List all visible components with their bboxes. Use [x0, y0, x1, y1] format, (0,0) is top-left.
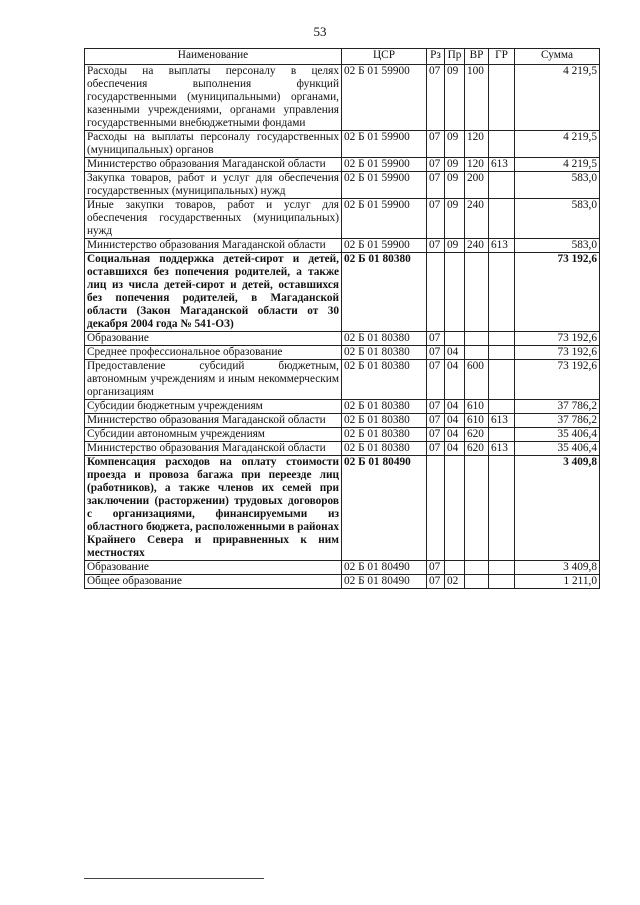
cell-name: Предоставление субсидий бюджетным, автономным учреждениям и иным некоммерческим организациям [85, 360, 342, 400]
cell-rz: 07 [427, 442, 445, 456]
table-row [85, 239, 600, 253]
cell-csr: 02 Б 01 59900 [342, 131, 427, 158]
cell-vr: 120 [465, 131, 489, 158]
cell-csr: 02 Б 01 59900 [342, 239, 427, 253]
cell-vr [465, 253, 489, 332]
header-name: Наименование [85, 49, 342, 65]
table-row [85, 65, 600, 131]
cell-gr [489, 172, 515, 199]
cell-rz: 07 [427, 400, 445, 414]
cell-csr: 02 Б 01 80380 [342, 428, 427, 442]
budget-table [84, 48, 600, 589]
cell-vr [465, 575, 489, 589]
cell-sum: 583,0 [515, 239, 600, 253]
cell-vr: 240 [465, 239, 489, 253]
table-header-row [85, 49, 600, 65]
cell-pr: 04 [445, 428, 465, 442]
table-row [85, 172, 600, 199]
table-row [85, 400, 600, 414]
cell-sum: 583,0 [515, 199, 600, 239]
cell-pr [445, 561, 465, 575]
cell-vr: 120 [465, 158, 489, 172]
cell-rz: 07 [427, 199, 445, 239]
cell-pr: 04 [445, 346, 465, 360]
cell-pr: 04 [445, 400, 465, 414]
cell-gr [489, 253, 515, 332]
cell-sum: 37 786,2 [515, 400, 600, 414]
cell-csr: 02 Б 01 80490 [342, 456, 427, 561]
cell-pr: 09 [445, 172, 465, 199]
cell-vr: 600 [465, 360, 489, 400]
cell-pr [445, 332, 465, 346]
cell-sum: 37 786,2 [515, 414, 600, 428]
cell-vr [465, 346, 489, 360]
cell-csr: 02 Б 01 59900 [342, 172, 427, 199]
cell-gr: 613 [489, 158, 515, 172]
cell-gr [489, 199, 515, 239]
cell-csr: 02 Б 01 80380 [342, 346, 427, 360]
cell-sum: 3 409,8 [515, 456, 600, 561]
cell-sum: 35 406,4 [515, 428, 600, 442]
cell-name: Субсидии автономным учреждениям [85, 428, 342, 442]
header-sum: Сумма [515, 49, 600, 65]
cell-name: Компенсация расходов на оплату стоимости проезда и провоза багажа при переезде лиц (работников), а также членов их семей при заключении (расторжении) трудовых договоров с организациями, финансируемыми из областного бюджета, расположенными в районах Крайнего Севера и приравненных к ним местностях [85, 456, 342, 561]
cell-name: Образование [85, 332, 342, 346]
cell-name: Социальная поддержка детей-сирот и детей, оставшихся без попечения родителей, а также лиц из числа детей-сирот и детей, оставшихся без попечения родителей, в Магаданской области (Закон Магаданской области от 30 декабря 2004 года № 541-ОЗ) [85, 253, 342, 332]
page-number: 53 [313, 24, 327, 39]
cell-rz: 07 [427, 561, 445, 575]
cell-sum: 4 219,5 [515, 131, 600, 158]
table-body [85, 65, 600, 589]
cell-csr: 02 Б 01 80380 [342, 332, 427, 346]
table-row [85, 199, 600, 239]
cell-gr [489, 65, 515, 131]
table-row [85, 414, 600, 428]
cell-gr [489, 400, 515, 414]
cell-rz: 07 [427, 239, 445, 253]
cell-rz: 07 [427, 131, 445, 158]
cell-gr: 613 [489, 414, 515, 428]
cell-pr: 09 [445, 199, 465, 239]
cell-gr [489, 131, 515, 158]
table-row [85, 360, 600, 400]
cell-csr: 02 Б 01 80380 [342, 442, 427, 456]
cell-csr: 02 Б 01 59900 [342, 158, 427, 172]
cell-csr: 02 Б 01 80490 [342, 575, 427, 589]
cell-sum: 73 192,6 [515, 360, 600, 400]
cell-sum: 4 219,5 [515, 65, 600, 131]
header-rz: Рз [427, 49, 445, 65]
cell-vr: 620 [465, 442, 489, 456]
cell-gr [489, 332, 515, 346]
cell-sum: 583,0 [515, 172, 600, 199]
cell-pr: 09 [445, 158, 465, 172]
cell-sum: 35 406,4 [515, 442, 600, 456]
header-vr: ВР [465, 49, 489, 65]
cell-sum: 1 211,0 [515, 575, 600, 589]
cell-sum: 73 192,6 [515, 253, 600, 332]
cell-name: Иные закупки товаров, работ и услуг для обеспечения государственных (муниципальных) нужд [85, 199, 342, 239]
footer-rule [84, 878, 264, 879]
cell-gr [489, 575, 515, 589]
table-row [85, 456, 600, 561]
cell-rz: 07 [427, 414, 445, 428]
table-row [85, 346, 600, 360]
cell-name: Общее образование [85, 575, 342, 589]
cell-vr [465, 456, 489, 561]
cell-csr: 02 Б 01 59900 [342, 199, 427, 239]
cell-csr: 02 Б 01 59900 [342, 65, 427, 131]
header-gr: ГР [489, 49, 515, 65]
cell-vr: 610 [465, 414, 489, 428]
cell-rz: 07 [427, 65, 445, 131]
cell-pr [445, 253, 465, 332]
cell-pr: 09 [445, 65, 465, 131]
cell-csr: 02 Б 01 80490 [342, 561, 427, 575]
cell-rz: 07 [427, 428, 445, 442]
cell-rz: 07 [427, 172, 445, 199]
cell-pr: 09 [445, 131, 465, 158]
cell-vr: 620 [465, 428, 489, 442]
cell-gr: 613 [489, 442, 515, 456]
cell-name: Закупка товаров, работ и услуг для обеспечения государственных (муниципальных) нужд [85, 172, 342, 199]
cell-vr: 240 [465, 199, 489, 239]
cell-rz [427, 456, 445, 561]
cell-gr [489, 456, 515, 561]
cell-sum: 3 409,8 [515, 561, 600, 575]
cell-vr: 100 [465, 65, 489, 131]
cell-name: Министерство образования Магаданской области [85, 158, 342, 172]
cell-gr: 613 [489, 239, 515, 253]
table-row [85, 158, 600, 172]
cell-pr: 04 [445, 360, 465, 400]
table-row [85, 332, 600, 346]
cell-vr: 200 [465, 172, 489, 199]
table-row [85, 575, 600, 589]
cell-csr: 02 Б 01 80380 [342, 360, 427, 400]
cell-rz: 07 [427, 346, 445, 360]
cell-sum: 4 219,5 [515, 158, 600, 172]
table-row [85, 253, 600, 332]
table-row [85, 561, 600, 575]
cell-name: Образование [85, 561, 342, 575]
cell-rz: 07 [427, 360, 445, 400]
cell-name: Министерство образования Магаданской области [85, 414, 342, 428]
cell-gr [489, 346, 515, 360]
cell-vr [465, 561, 489, 575]
cell-name: Расходы на выплаты персоналу в целях обеспечения выполнения функций государственными (муниципальными) органами, казенными учреждениями, органами управления государственными внебюджетными фондами [85, 65, 342, 131]
cell-name: Среднее профессиональное образование [85, 346, 342, 360]
table-row [85, 428, 600, 442]
cell-vr: 610 [465, 400, 489, 414]
cell-rz: 07 [427, 158, 445, 172]
cell-rz: 07 [427, 575, 445, 589]
cell-csr: 02 Б 01 80380 [342, 253, 427, 332]
cell-name: Министерство образования Магаданской области [85, 442, 342, 456]
header-csr: ЦСР [342, 49, 427, 65]
cell-rz [427, 253, 445, 332]
header-pr: Пр [445, 49, 465, 65]
cell-vr [465, 332, 489, 346]
cell-sum: 73 192,6 [515, 332, 600, 346]
cell-name: Субсидии бюджетным учреждениям [85, 400, 342, 414]
cell-pr: 04 [445, 442, 465, 456]
cell-name: Министерство образования Магаданской области [85, 239, 342, 253]
cell-name: Расходы на выплаты персоналу государственных (муниципальных) органов [85, 131, 342, 158]
table-row [85, 442, 600, 456]
cell-gr [489, 428, 515, 442]
cell-csr: 02 Б 01 80380 [342, 400, 427, 414]
cell-pr: 04 [445, 414, 465, 428]
table-row [85, 131, 600, 158]
cell-pr: 02 [445, 575, 465, 589]
cell-pr [445, 456, 465, 561]
cell-csr: 02 Б 01 80380 [342, 414, 427, 428]
cell-rz: 07 [427, 332, 445, 346]
cell-gr [489, 561, 515, 575]
cell-pr: 09 [445, 239, 465, 253]
cell-gr [489, 360, 515, 400]
cell-sum: 73 192,6 [515, 346, 600, 360]
